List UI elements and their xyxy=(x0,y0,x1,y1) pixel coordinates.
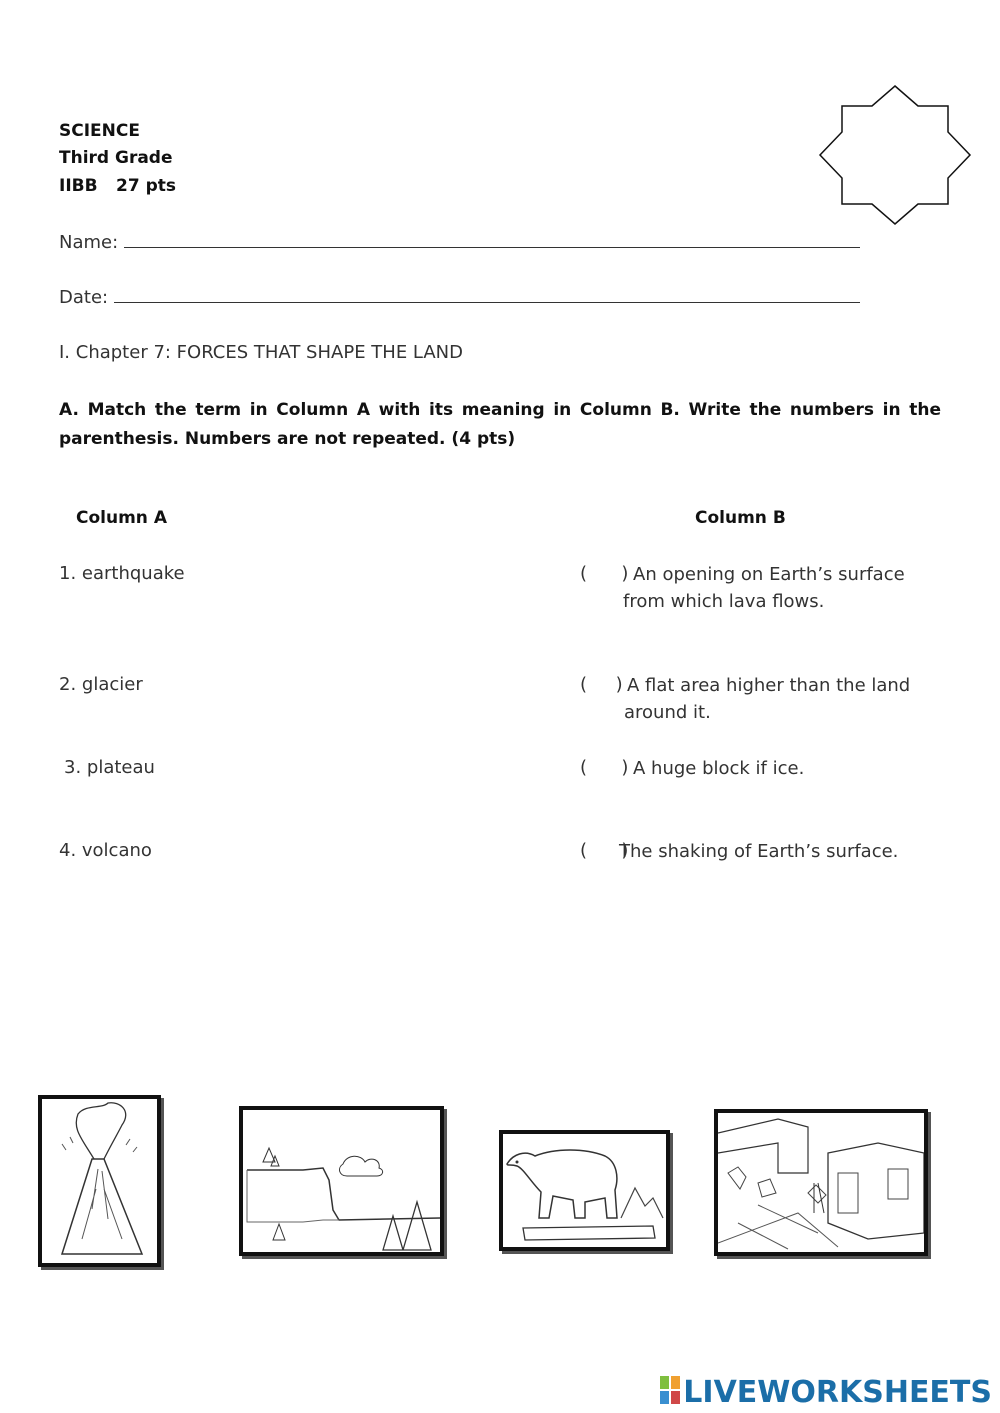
definition-2-line1: A flat area higher than the land xyxy=(627,675,911,696)
answer-box-4[interactable]: ( ) xyxy=(580,840,629,861)
plateau-image xyxy=(239,1106,444,1256)
name-label: Name: xyxy=(59,232,119,253)
date-label: Date: xyxy=(59,287,109,308)
term-glacier: 2. glacier xyxy=(59,674,143,695)
subject-title: SCIENCE xyxy=(59,121,140,141)
polar-bear-drawing-icon xyxy=(503,1134,666,1247)
term-volcano: 4. volcano xyxy=(59,840,152,861)
definition-1-line1: An opening on Earth’s surface xyxy=(633,564,905,585)
definition-4-line1: The shaking of Earth’s surface. xyxy=(619,841,899,862)
volcano-image xyxy=(38,1095,161,1267)
date-field[interactable] xyxy=(59,286,860,308)
liveworksheets-badge-icon xyxy=(659,1375,681,1405)
liveworksheets-logo xyxy=(659,1375,992,1410)
earthquake-image xyxy=(714,1109,928,1256)
points-label: 27 pts xyxy=(116,176,176,196)
term-earthquake: 1. earthquake xyxy=(59,563,185,584)
volcano-drawing-icon xyxy=(42,1099,157,1263)
term-plateau: 3. plateau xyxy=(64,757,155,778)
answer-box-3[interactable]: ( ) xyxy=(580,757,629,778)
column-a-header: Column A xyxy=(76,508,167,528)
polar-bear-image xyxy=(499,1130,670,1251)
earthquake-drawing-icon xyxy=(718,1113,924,1252)
date-blank[interactable] xyxy=(114,286,860,303)
instruction-text: A. Match the term in Column A with its meaning in Column B. Write the numbers in the parenthesis. Numbers are not repeated. (4 pts) xyxy=(59,400,941,449)
brand-text: LIVEWORKSHEETS xyxy=(683,1375,992,1410)
definition-1-line2: from which lava flows. xyxy=(623,591,825,612)
plateau-drawing-icon xyxy=(243,1110,440,1252)
score-star-icon xyxy=(818,84,972,226)
answer-box-2[interactable]: ( ) xyxy=(580,674,623,695)
code-label: IIBB xyxy=(59,176,98,196)
answer-box-1[interactable]: ( ) xyxy=(580,563,629,584)
name-field[interactable] xyxy=(59,231,860,253)
definition-2-line2: around it. xyxy=(624,702,711,723)
definition-3-line1: A huge block if ice. xyxy=(633,758,805,779)
name-blank[interactable] xyxy=(124,231,860,248)
chapter-title: I. Chapter 7: FORCES THAT SHAPE THE LAND xyxy=(59,342,463,363)
grade-label: Third Grade xyxy=(59,148,173,168)
column-b-header: Column B xyxy=(695,508,786,528)
